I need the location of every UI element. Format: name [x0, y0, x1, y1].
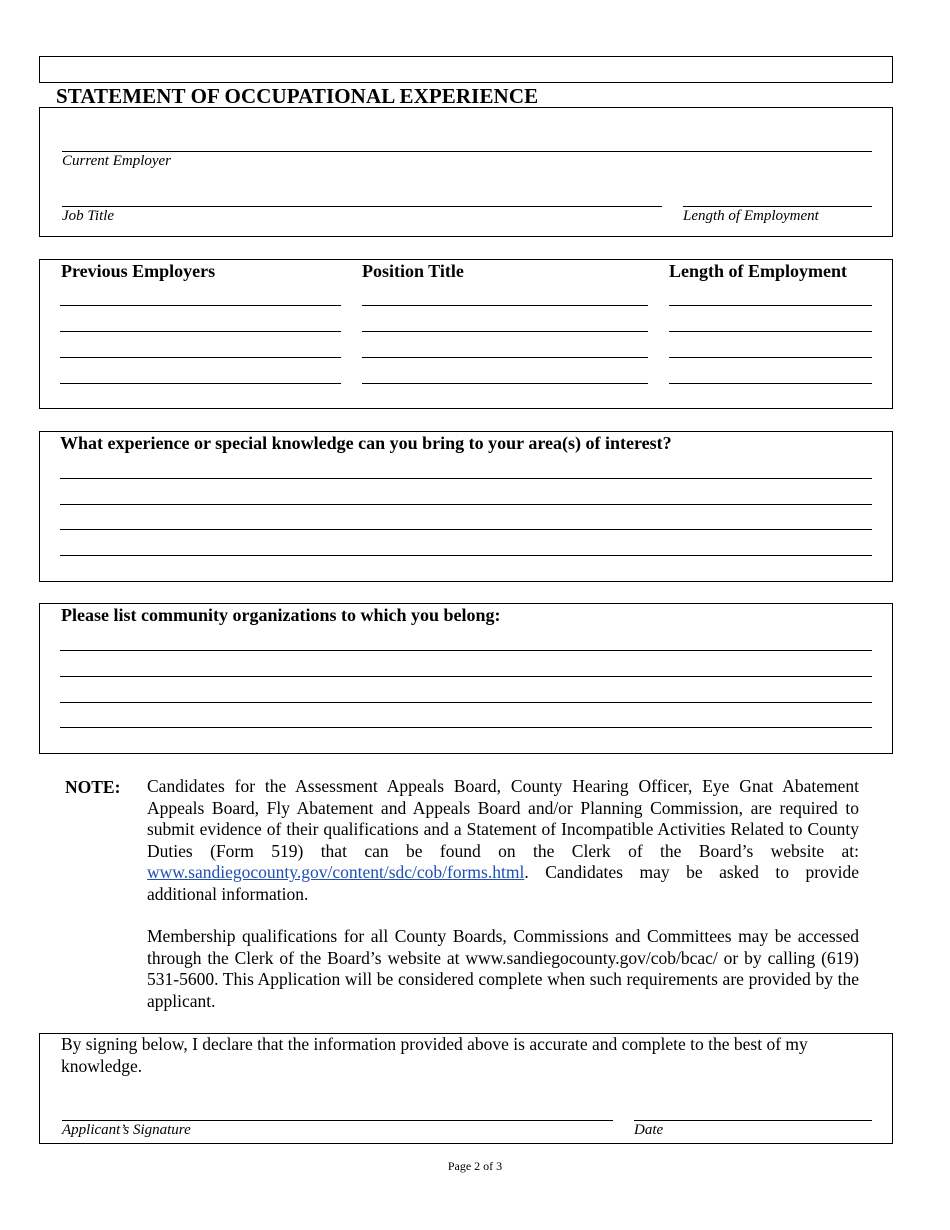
length-of-employment-header: Length of Employment [669, 261, 848, 281]
top-blank-box [39, 56, 893, 83]
length-field[interactable] [669, 357, 872, 358]
experience-answer-line[interactable] [60, 555, 872, 556]
previous-employer-field[interactable] [60, 383, 341, 384]
signature-field[interactable] [62, 1120, 613, 1121]
date-field[interactable] [634, 1120, 872, 1121]
note-paragraph-1 [147, 776, 859, 906]
date-label: Date [634, 1122, 664, 1138]
job-title-field[interactable] [62, 206, 662, 207]
previous-employer-field[interactable] [60, 331, 341, 332]
page-number: Page 2 of 3 [447, 1159, 503, 1173]
organizations-section [39, 603, 893, 754]
job-title-label: Job Title [62, 208, 115, 224]
length-of-employment-label: Length of Employment [683, 208, 819, 224]
page-title: STATEMENT OF OCCUPATIONAL EXPERIENCE [56, 84, 539, 108]
length-field[interactable] [669, 383, 872, 384]
forms-link[interactable]: www.sandiegocounty.gov/content/sdc/cob/forms.html [147, 862, 525, 883]
length-field[interactable] [669, 305, 872, 306]
experience-answer-line[interactable] [60, 529, 872, 530]
position-title-field[interactable] [362, 383, 648, 384]
experience-section [39, 431, 893, 582]
previous-employer-field[interactable] [60, 305, 341, 306]
previous-employer-field[interactable] [60, 357, 341, 358]
note-label: NOTE: [65, 777, 121, 797]
organizations-question: Please list community organizations to which you belong: [61, 605, 501, 625]
position-title-field[interactable] [362, 305, 648, 306]
length-of-employment-field[interactable] [683, 206, 872, 207]
note-text-continued: . Candidates may be asked to provide additional information. [147, 862, 859, 904]
current-employer-field[interactable] [62, 151, 872, 152]
length-field[interactable] [669, 331, 872, 332]
position-title-field[interactable] [362, 331, 648, 332]
organizations-answer-line[interactable] [60, 650, 872, 651]
declaration-text: By signing below, I declare that the information provided above is accurate and complete to the best of my knowledge. [61, 1034, 808, 1076]
previous-employers-section [39, 259, 893, 409]
note-text: Candidates for the Assessment Appeals Board, County Hearing Officer, Eye Gnat Abatement Appeals Board, Fly Abatement and Appeals Board and/or Planning Commission, are required to submit evidence of their qualifications and a Statement of Incompatible Activities Related to County Duties (Form 519) that can be found on the Clerk of the Board’s website at: [147, 776, 859, 861]
organizations-answer-line[interactable] [60, 676, 872, 677]
experience-answer-line[interactable] [60, 478, 872, 479]
organizations-answer-line[interactable] [60, 727, 872, 728]
experience-question: What experience or special knowledge can you bring to your area(s) of interest? [60, 433, 672, 453]
current-employer-label: Current Employer [62, 153, 172, 169]
experience-answer-line[interactable] [60, 504, 872, 505]
note-paragraph-2: Membership qualifications for all County Boards, Commissions and Committees may be accessed through the Clerk of the Board’s website at www.sandiegocounty.gov/cob/bcac/ or by calling (619) 531-5600. This Application will be considered complete when such requirements are provided by the applicant. [147, 926, 859, 1011]
previous-employers-header: Previous Employers [61, 261, 216, 281]
signature-label: Applicant’s Signature [62, 1122, 191, 1138]
organizations-answer-line[interactable] [60, 702, 872, 703]
position-title-field[interactable] [362, 357, 648, 358]
position-title-header: Position Title [362, 261, 464, 281]
